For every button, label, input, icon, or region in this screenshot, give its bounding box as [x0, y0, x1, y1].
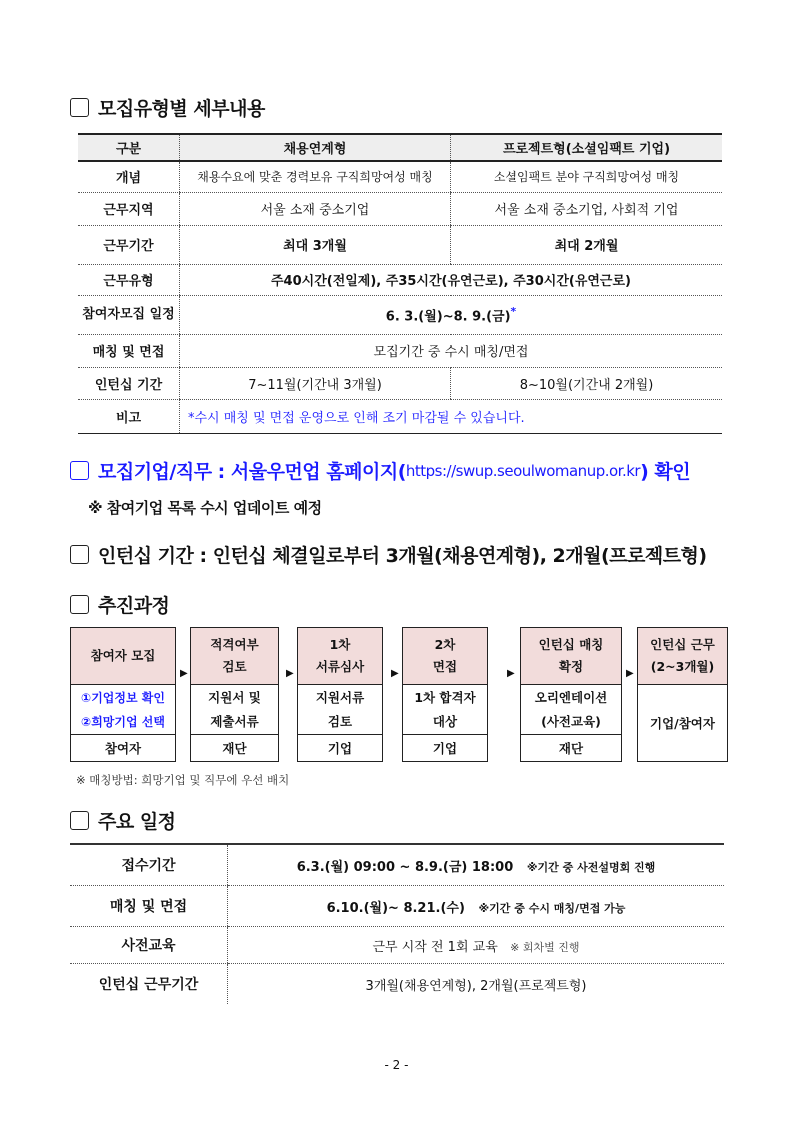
arrow-right-icon: ▶: [391, 668, 399, 679]
header-cell: 프로젝트형(소셜임팩트 기업): [451, 134, 723, 161]
table-row: 근무기간 최대 3개월 최대 2개월: [78, 225, 722, 264]
table-row: 개념 채용수요에 맞춘 경력보유 구직희망여성 매칭 소셜임팩트 분야 구직희망여성 매칭: [78, 161, 722, 192]
header-cell: 구분: [78, 134, 180, 161]
checkbox-icon: [70, 545, 89, 564]
table-row: 사전교육 근무 시작 전 1회 교육 ※ 회차별 진행: [70, 927, 724, 964]
process-step: 2차 면접 1차 합격자 대상 기업: [402, 627, 488, 762]
arrow-right-icon: ▶: [507, 668, 515, 679]
checkbox-icon: [70, 461, 89, 480]
arrow-right-icon: ▶: [286, 668, 294, 679]
checkbox-icon: [70, 98, 89, 117]
checkbox-icon: [70, 811, 89, 830]
arrow-right-icon: ▶: [626, 668, 634, 679]
table-row: 접수기간 6.3.(월) 09:00 ~ 8.9.(금) 18:00 ※기간 중 사전설명회 진행: [70, 844, 724, 886]
section-title-process: 추진과정: [70, 591, 169, 618]
checkbox-icon: [70, 595, 89, 614]
table-row: 매칭 및 면접 6.10.(월)~ 8.21.(수) ※기간 중 수시 매칭/면접 가능: [70, 886, 724, 927]
header-cell: 채용연계형: [180, 134, 451, 161]
recruit-types-table: [78, 133, 722, 434]
section-title-schedule: 주요 일정: [70, 807, 176, 834]
table-row: 인턴십 근무기간 3개월(채용연계형), 2개월(프로젝트형): [70, 964, 724, 1005]
page-number: - 2 -: [384, 1058, 409, 1072]
table-row: 비고 *수시 매칭 및 면접 운영으로 인해 조기 마감될 수 있습니다.: [78, 399, 722, 433]
process-step: 인턴십 매칭 확정 오리엔테이션 (사전교육) 재단: [520, 627, 622, 762]
schedule-table: [70, 843, 724, 1004]
table-row: 근무유형 주40시간(전일제), 주35시간(유연근로), 주30시간(유연근로): [78, 264, 722, 295]
section-title-companies: 모집기업/직무 : 서울우먼업 홈페이지( https://swup.seoulwomanup.or.kr ) 확인: [70, 457, 690, 484]
arrow-right-icon: ▶: [180, 668, 188, 679]
process-step: 참여자 모집 ①기업정보 확인 ②희망기업 선택 참여자: [70, 627, 176, 762]
matching-note: ※ 매칭방법: 희망기업 및 직무에 우선 배치: [76, 773, 290, 787]
homepage-link[interactable]: https://swup.seoulwomanup.or.kr: [405, 461, 641, 480]
table-row: 참여자모집 일정 6. 3.(월)~8. 9.(금)*: [78, 295, 722, 334]
table-row: 근무지역 서울 소재 중소기업 서울 소재 중소기업, 사회적 기업: [78, 192, 722, 225]
section-title-recruit-types: 모집유형별 세부내용: [70, 94, 265, 121]
table-row: 인턴십 기간 7~11월(기간내 3개월) 8~10월(기간내 2개월): [78, 367, 722, 399]
section-title-intern-period: 인턴십 기간 : 인턴십 체결일로부터 3개월(채용연계형), 2개월(프로젝트형): [70, 541, 707, 568]
process-step: 적격여부 검토 지원서 및 제출서류 재단: [190, 627, 279, 762]
process-step: 인턴십 근무 (2~3개월) 기업/참여자: [637, 627, 728, 762]
table-row: 매칭 및 면접 모집기간 중 수시 매칭/면접: [78, 334, 722, 367]
companies-note: ※ 참여기업 목록 수시 업데이트 예정: [88, 499, 322, 517]
process-step: 1차 서류심사 지원서류 검토 기업: [297, 627, 383, 762]
